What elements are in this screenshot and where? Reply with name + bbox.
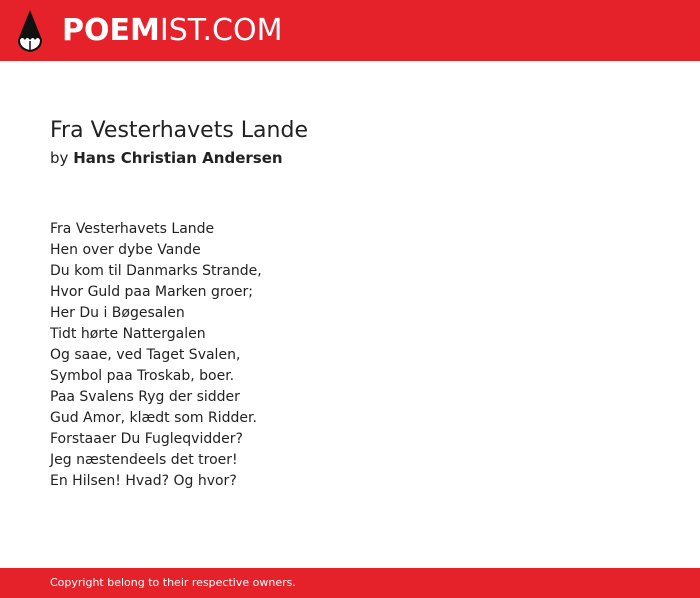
poem-header	[50, 116, 670, 169]
poem-line: En Hilsen! Hvad? Og hvor?	[50, 473, 237, 489]
logo-light-text: IST.COM	[159, 13, 283, 48]
poem-line: Her Du i Bøgesalen	[50, 305, 185, 321]
poem-line: Du kom til Danmarks Strande,	[50, 263, 262, 279]
pen-nib-icon[interactable]	[16, 10, 44, 52]
site-footer	[0, 568, 700, 598]
poem-line: Tidt hørte Nattergalen	[50, 326, 206, 342]
byline	[50, 147, 670, 169]
logo-bold-text: POEM	[62, 13, 160, 48]
poem-line: Hen over dybe Vande	[50, 242, 201, 258]
poem-line: Gud Amor, klædt som Ridder.	[50, 410, 257, 426]
copyright-text: Copyright belong to their respective owners.	[50, 576, 296, 589]
poem-line: Paa Svalens Ryg der sidder	[50, 389, 240, 405]
poem-title: Fra Vesterhavets Lande	[50, 118, 308, 143]
poem-line: Og saae, ved Taget Svalen,	[50, 347, 241, 363]
site-logo[interactable]	[62, 13, 282, 49]
poem-line: Hvor Guld paa Marken groer;	[50, 284, 253, 300]
poem-line: Forstaaer Du Fugleqvidder?	[50, 431, 243, 447]
poem-line: Fra Vesterhavets Lande	[50, 221, 215, 237]
poem-line: Symbol paa Troskab, boer.	[50, 368, 235, 384]
byline-prefix: by	[50, 149, 69, 167]
poem-body	[50, 219, 650, 492]
poem-line: Jeg næstendeels det troer!	[50, 452, 238, 468]
site-header	[0, 0, 700, 61]
author-name[interactable]: Hans Christian Andersen	[73, 149, 283, 167]
